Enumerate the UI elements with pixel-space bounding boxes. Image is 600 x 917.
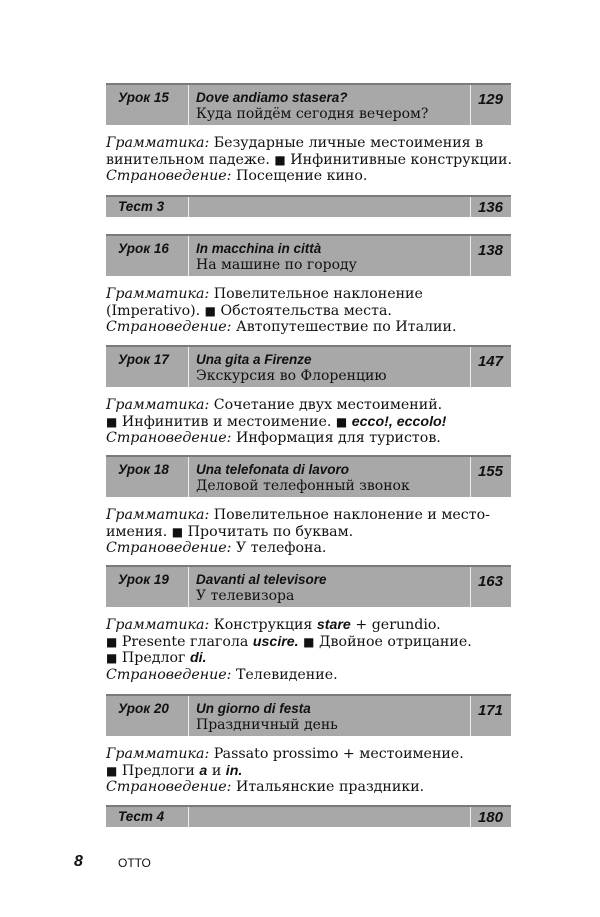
lesson-number: Урок 16 <box>118 241 169 256</box>
culture-text: Информация для туристов. <box>235 430 441 447</box>
grammar-label: Грамматика: <box>106 286 210 302</box>
grammar-text: винительном падеже. <box>106 151 270 168</box>
lesson-title-it: Dove andiamo stasera? <box>196 90 348 105</box>
grammar-label: Грамматика: <box>106 746 210 762</box>
culture-label: Страноведение: <box>106 540 232 557</box>
culture-text: Итальянские праздники. <box>235 779 425 796</box>
bullet-square-icon: ■ <box>335 414 348 429</box>
grammar-bold: stare <box>316 617 351 633</box>
lesson-description-16 <box>106 286 516 336</box>
column-divider <box>470 197 471 217</box>
lesson-description-20 <box>106 746 516 796</box>
bullet-square-icon: ■ <box>303 634 315 649</box>
bullet-square-icon: ■ <box>106 763 118 778</box>
lesson-number: Урок 20 <box>118 701 169 716</box>
lesson-title-it: Un giorno di festa <box>196 701 311 716</box>
culture-label: Страноведение: <box>106 319 232 336</box>
lesson-description-17 <box>106 397 516 447</box>
grammar-text: Сочетание двух местоимений. <box>213 397 443 413</box>
column-divider <box>470 567 471 607</box>
lesson-title-it: In macchina in città <box>196 241 322 256</box>
column-divider <box>188 347 189 387</box>
bullet-square-icon: ■ <box>106 634 118 649</box>
lesson-page: 138 <box>477 242 503 259</box>
test-header-4[interactable] <box>106 805 511 827</box>
grammar-text: Предлог <box>121 650 186 667</box>
column-divider <box>470 85 471 125</box>
lesson-number: Урок 17 <box>118 352 169 367</box>
grammar-text: имения. <box>106 523 168 540</box>
lesson-header-16[interactable] <box>106 234 511 276</box>
culture-label: Страноведение: <box>106 430 232 447</box>
bullet-square-icon: ■ <box>204 303 217 318</box>
lesson-title-ru: Куда пойдём сегодня вечером? <box>196 106 429 122</box>
column-divider <box>470 696 471 736</box>
grammar-bold: in. <box>225 762 243 779</box>
column-divider <box>470 347 471 387</box>
bullet-square-icon: ■ <box>106 414 118 429</box>
column-divider <box>188 567 189 607</box>
column-divider <box>188 85 189 125</box>
grammar-label: Грамматика: <box>106 135 210 151</box>
grammar-bold: ecco!, eccolo! <box>351 413 447 430</box>
lesson-page: 163 <box>477 573 503 590</box>
column-divider <box>188 197 189 217</box>
lesson-title-ru: Деловой телефонный звонок <box>196 478 410 494</box>
grammar-text: Обстоятельства места. <box>220 302 392 319</box>
lesson-title-ru: У телевизора <box>196 588 295 604</box>
lesson-number: Урок 15 <box>118 90 169 105</box>
column-divider <box>188 457 189 497</box>
grammar-bold: a <box>199 762 208 779</box>
lesson-title-it: Davanti al televisore <box>196 572 327 587</box>
lesson-title-ru: Экскурсия во Флоренцию <box>196 368 387 384</box>
column-divider <box>188 696 189 736</box>
test-page: 180 <box>477 809 503 826</box>
column-divider <box>188 236 189 276</box>
grammar-text: + gerundio. <box>355 617 441 633</box>
lesson-header-17[interactable] <box>106 345 511 387</box>
grammar-text: Passato prossimo + местоимение. <box>213 746 464 762</box>
culture-label: Страноведение: <box>106 666 232 683</box>
lesson-description-18 <box>106 507 516 557</box>
lesson-page: 155 <box>477 463 503 480</box>
grammar-text: Инфинитивные конструкции. <box>290 151 513 168</box>
culture-text: У телефона. <box>235 540 327 557</box>
grammar-text: (Imperativo). <box>106 302 201 319</box>
test-label: Тест 3 <box>118 199 165 214</box>
lesson-title-ru: На машине по городу <box>196 257 357 273</box>
grammar-text: Прочитать по буквам. <box>187 523 354 540</box>
grammar-label: Грамматика: <box>106 397 210 413</box>
bullet-square-icon: ■ <box>171 524 184 539</box>
grammar-text: Конструкция <box>213 617 313 633</box>
test-label: Тест 4 <box>118 809 165 824</box>
lesson-title-ru: Праздничный день <box>196 717 338 733</box>
grammar-text: Повелительное наклонение и место- <box>213 507 490 523</box>
footer-brand: ОТТО <box>118 856 151 870</box>
lesson-header-15[interactable] <box>106 83 511 125</box>
column-divider <box>470 807 471 827</box>
lesson-header-20[interactable] <box>106 694 511 736</box>
culture-text: Посещение кино. <box>235 168 368 185</box>
footer-page-number: 8 <box>74 853 83 870</box>
culture-label: Страноведение: <box>106 779 232 796</box>
lesson-page: 147 <box>477 353 503 370</box>
grammar-text: Предлоги <box>121 762 195 779</box>
culture-text: Автопутешествие по Италии. <box>235 319 457 336</box>
lesson-header-18[interactable] <box>106 455 511 497</box>
column-divider <box>188 807 189 827</box>
grammar-label: Грамматика: <box>106 507 210 523</box>
column-divider <box>470 457 471 497</box>
lesson-page: 171 <box>477 702 503 719</box>
lesson-page: 129 <box>477 91 503 108</box>
bullet-square-icon: ■ <box>274 152 286 167</box>
lesson-title-it: Una gita a Firenze <box>196 352 312 367</box>
test-header-3[interactable] <box>106 195 511 217</box>
lesson-header-19[interactable] <box>106 565 511 607</box>
lesson-description-19 <box>106 617 516 683</box>
grammar-text: Presente глагола <box>121 633 249 650</box>
test-page: 136 <box>477 199 503 216</box>
lesson-title-it: Una telefonata di lavoro <box>196 462 350 477</box>
grammar-text: Инфинитив и местоимение. <box>121 413 332 430</box>
lesson-description-15 <box>106 135 516 185</box>
grammar-bold: di. <box>189 650 207 667</box>
column-divider <box>470 236 471 276</box>
grammar-text: Безударные личные местоимения в <box>213 135 484 151</box>
lesson-number: Урок 19 <box>118 572 169 587</box>
grammar-text: Повелительное наклонение <box>213 286 423 302</box>
grammar-bold: uscire. <box>252 633 299 650</box>
culture-text: Телевидение. <box>235 666 338 683</box>
grammar-text: и <box>211 762 222 779</box>
grammar-label: Грамматика: <box>106 617 210 633</box>
grammar-text: Двойное отрицание. <box>319 633 472 650</box>
lesson-number: Урок 18 <box>118 462 169 477</box>
culture-label: Страноведение: <box>106 168 232 185</box>
bullet-square-icon: ■ <box>106 651 118 666</box>
